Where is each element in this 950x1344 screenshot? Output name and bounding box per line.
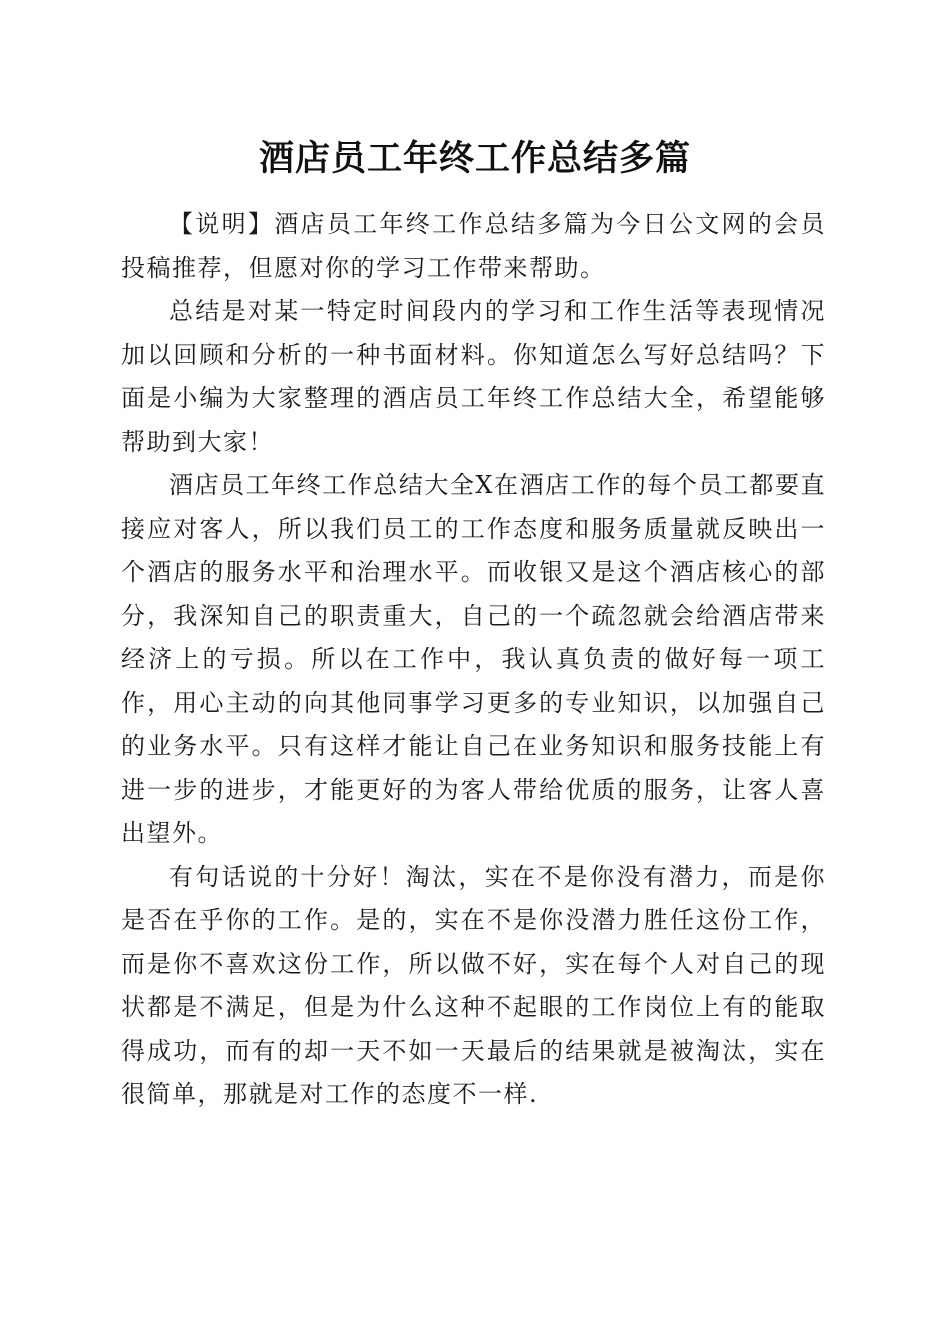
document-body: [121, 203, 826, 1117]
document-title: 酒店员工年终工作总结多篇: [258, 138, 691, 179]
paragraph-main: 酒店员工年终工作总结大全X在酒店工作的每个员工都要直接应对客人，所以我们员工的工作态度和服务质量就反映出一个酒店的服务水平和治理水平。而收银又是这个酒店核心的部分，我深知自己的职责重大，自己的一个疏忽就会给酒店带来经济上的亏损。所以在工作中，我认真负责的做好每一项工作，用心主动的向其他同事学习更多的专业知识，以加强自己的业务水平。只有这样才能让自己在业务知识和服务技能上有进一步的进步，才能更好的为客人带给优质的服务，让客人喜出望外。: [121, 471, 826, 847]
paragraph-note: 【说明】酒店员工年终工作总结多篇为今日公文网的会员投稿推荐，但愿对你的学习工作带来帮助。: [121, 210, 826, 282]
paragraph-attitude: 有句话说的十分好！淘汰，实在不是你没有潜力，而是你是否在乎你的工作。是的，实在不是你没潜力胜任这份工作，而是你不喜欢这份工作，所以做不好，实在每个人对自己的现状都是不满足，但是为什么这种不起眼的工作岗位上有的能取得成功，而有的却一天不如一天最后的结果就是被淘汰，实在很简单，那就是对工作的态度不一样.: [121, 862, 826, 1108]
paragraph-intro: 总结是对某一特定时间段内的学习和工作生活等表现情况加以回顾和分析的一种书面材料。你知道怎么写好总结吗？下面是小编为大家整理的酒店员工年终工作总结大全，希望能够帮助到大家！: [121, 297, 826, 456]
